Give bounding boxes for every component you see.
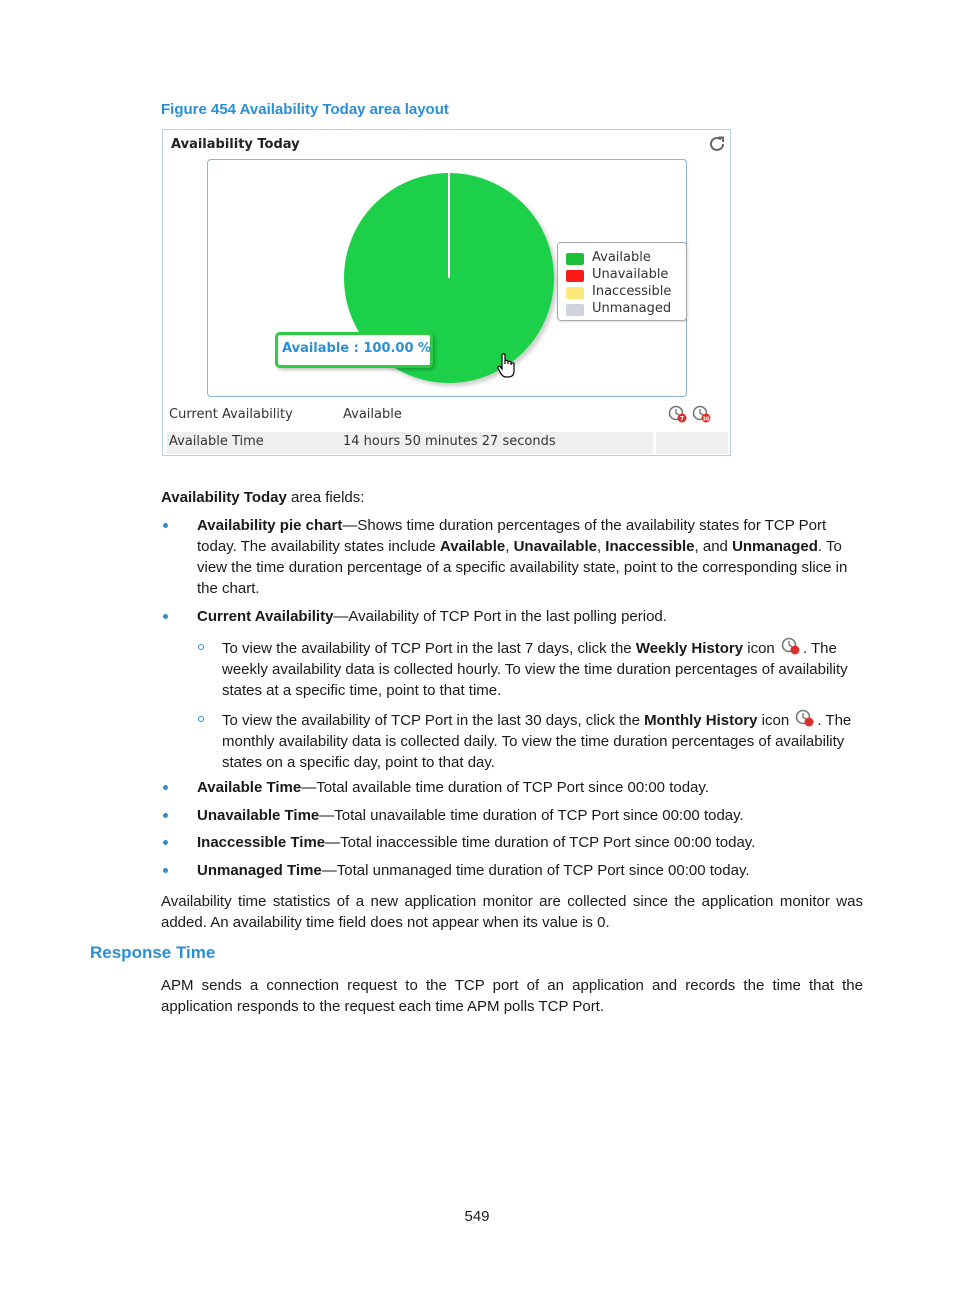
pie-tooltip <box>275 332 433 368</box>
desc: . The weekly availability data is collected hourly. To view the time duration percentages of availability states at a specific time, point to that time. <box>222 640 848 699</box>
sub-list-item <box>222 636 867 701</box>
widget-title: Availability Today <box>171 137 300 152</box>
list-item <box>197 515 869 599</box>
bullet-dot <box>163 785 168 790</box>
desc: —Availability of TCP Port in the last polling period. <box>333 608 667 625</box>
legend-swatch <box>566 270 584 282</box>
list-item <box>197 860 869 881</box>
current-availability-label: Current Availability <box>169 407 293 422</box>
list-item <box>197 805 869 826</box>
available-time-value: 14 hours 50 minutes 27 seconds <box>343 434 556 449</box>
bullet-dot <box>163 840 168 845</box>
svg-text:7: 7 <box>679 415 685 423</box>
sub-list-item <box>222 708 867 773</box>
legend-label: Inaccessible <box>592 284 672 299</box>
desc: icon <box>743 640 775 657</box>
term: Current Availability <box>197 608 334 625</box>
term: Unavailable <box>513 538 597 555</box>
desc: To view the availability of TCP Port in the last 7 days, click the <box>222 640 636 657</box>
desc: icon <box>757 712 790 729</box>
term: Available <box>439 538 506 555</box>
available-time-label: Available Time <box>169 434 264 449</box>
list-item <box>197 832 869 853</box>
weekly-history-icon[interactable] <box>668 404 688 424</box>
desc: , <box>596 538 606 555</box>
legend-swatch <box>566 253 584 265</box>
svg-text:30: 30 <box>702 416 710 423</box>
desc: —Total unavailable time duration of TCP Port since 00:00 today. <box>319 807 744 824</box>
legend-swatch <box>566 287 584 299</box>
list-item <box>197 606 869 627</box>
term: Unmanaged <box>732 538 818 555</box>
desc: . The monthly availability data is collected daily. To view the time duration percentages of availability states on a specific day, point to that day. <box>222 712 852 771</box>
legend-label: Available <box>592 250 651 265</box>
desc: , and <box>694 538 733 555</box>
chart-frame <box>207 159 687 397</box>
term: Unmanaged Time <box>197 862 322 879</box>
legend-label: Unmanaged <box>592 301 672 316</box>
weekly-history-icon <box>781 636 801 656</box>
page-number: 549 <box>464 1208 490 1225</box>
desc: To view the availability of TCP Port in the last 30 days, click the <box>222 712 645 729</box>
desc: —Total available time duration of TCP Port since 00:00 today. <box>301 779 709 796</box>
desc: —Shows time duration percentages of the availability states for TCP Port today. The availability states include <box>197 517 827 555</box>
stats-note: Availability time statistics of a new application monitor are collected since the application monitor was added. An availability time field does not appear when its value is 0. <box>161 893 863 931</box>
legend-label: Unavailable <box>592 267 669 282</box>
term: Availability pie chart <box>197 517 343 534</box>
bullet-dot <box>163 523 168 528</box>
desc: , <box>505 538 514 555</box>
term: Monthly History <box>644 712 758 729</box>
sub-bullet <box>198 716 204 722</box>
bullet-dot <box>163 868 168 873</box>
hand-cursor-icon <box>497 353 517 379</box>
term: Inaccessible Time <box>197 834 326 851</box>
bullet-dot <box>163 813 168 818</box>
legend-swatch <box>566 304 584 316</box>
availability-today-widget <box>162 129 731 456</box>
term: Unavailable Time <box>197 807 320 824</box>
desc: —Total unmanaged time duration of TCP Port since 00:00 today. <box>321 862 750 879</box>
list-item <box>197 777 869 798</box>
intro-bold: Availability Today <box>161 489 287 506</box>
term: Weekly History <box>635 640 744 657</box>
response-text: APM sends a connection request to the TCP port of an application and records the time that the application responds to the request each time APM polls TCP Port. <box>161 977 863 1015</box>
monthly-history-icon <box>795 708 815 728</box>
monthly-history-icon[interactable] <box>692 404 712 424</box>
intro-line <box>161 487 863 508</box>
sub-bullet <box>198 644 204 650</box>
term: Available Time <box>197 779 302 796</box>
chart-legend <box>557 242 687 321</box>
current-availability-value: Available <box>343 407 402 422</box>
term: Inaccessible <box>605 538 695 555</box>
desc: —Total inaccessible time duration of TCP Port since 00:00 today. <box>325 834 756 851</box>
intro-rest: area fields: <box>286 489 365 506</box>
section-heading: Response Time <box>90 943 216 962</box>
refresh-icon[interactable] <box>707 134 727 154</box>
tooltip-text: Available : 100.00 % <box>282 341 432 356</box>
bullet-dot <box>163 614 168 619</box>
row-separator <box>653 432 656 454</box>
figure-caption: Figure 454 Availability Today area layout <box>161 101 449 118</box>
desc: . To view the time duration percentage of a specific availability state, point to the corresponding slice in the chart. <box>197 538 848 597</box>
